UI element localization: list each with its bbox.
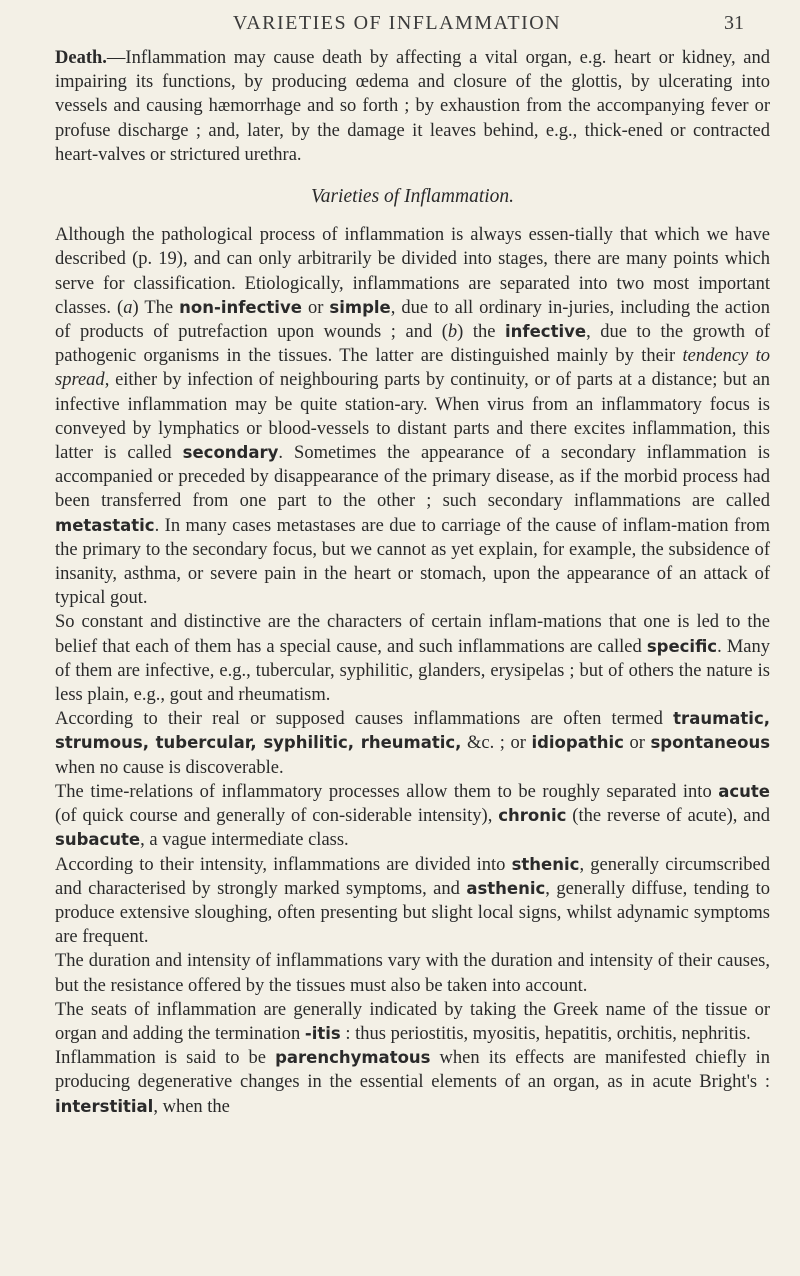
text-run: Inflammation is said to be (55, 1048, 276, 1069)
text-run: So constant and distinctive are the characters of certain inflam-mations that one is led to the belief that each of them has a special cause, and such inflammations are called (55, 612, 770, 657)
keyword-itis: -itis (304, 1023, 341, 1043)
keyword-sthenic: sthenic (511, 854, 580, 874)
keyword-cause-terms: traumatic, strumous, tubercular, syphilitic, rheumatic, (55, 709, 770, 753)
paragraph-duration: The duration and intensity of inflammations vary with the duration and intensity of their causes, but the resistance offered by the tissues must also be taken into account. (55, 951, 770, 996)
text-run: According to their real or supposed causes inflammations are often termed (55, 709, 674, 730)
text-run: , a vague intermediate class. (140, 830, 349, 851)
paragraph-death (55, 46, 770, 167)
keyword-simple: simple (329, 297, 391, 317)
text-run: , generally diffuse, tending to produce extensive sloughing, often presenting but slight local signs, whilst adynamic symptoms are frequent. (55, 878, 770, 948)
paragraph-classification (55, 223, 770, 610)
keyword-chronic: chronic (498, 806, 567, 826)
italic-letter: a (123, 297, 133, 318)
text-run: . In many cases metastases are due to carriage of the cause of inflam-mation from the primary to the secondary focus, but we cannot as yet explain, for example, the subsidence of insanity, asthma, or severe pain in the heart or stomach, upon the appearance of an attack of typical gout. (55, 515, 770, 609)
section-title: Varieties of Inflammation. (310, 186, 515, 208)
text-run: . Sometimes the appearance of a secondary inflammation is accompanied or preceded by disappearance of the primary disease, as if the morbid process had been transferred from one part to the other ; such secondary inflammations are called (55, 443, 770, 512)
paragraph-time-relations (55, 780, 770, 853)
text-run: or (623, 733, 651, 754)
keyword-parenchymatous: parenchymatous (275, 1048, 431, 1068)
keyword-spontaneous: spontaneous (650, 733, 771, 753)
text-run: ) the (457, 322, 506, 343)
text-run: , due to the growth of pathogenic organisms in the tissues. The latter are distinguished mainly by their (55, 322, 770, 367)
paragraph-causes (55, 707, 770, 780)
paragraph-specific (55, 610, 770, 707)
keyword-asthenic: asthenic (466, 878, 546, 898)
text-run: The seats of inflammation are generally indicated by taking the Greek name of the tissue or organ and adding the termination (55, 999, 770, 1044)
italic-phrase: tendency to spread (55, 346, 770, 391)
run-in-heading-death: Death. (55, 48, 107, 68)
text-run: , generally circumscribed and characterised by strongly marked symptoms, and (55, 854, 771, 899)
text-run: , either by infection of neighbouring parts by continuity, or of parts at a distance; but an infective inflammation may be quite station-ary. When virus from an inflammatory focus is conveyed by lymphatics or blood-vessels to distant parts and there excites inflammation, this latter is called (55, 370, 770, 464)
keyword-infective: infective (505, 322, 587, 342)
text-run: (of quick course and generally of con-siderable intensity), (55, 806, 499, 827)
page-number: 31 (724, 12, 744, 34)
running-head-title: VARIETIES OF INFLAMMATION (232, 12, 562, 34)
keyword-subacute: subacute (55, 830, 141, 850)
text-run: : thus periostitis, myositis, hepatitis, orchitis, nephritis. (340, 1023, 751, 1044)
paragraph-parenchymatous (55, 1046, 770, 1119)
text-run: , when the (153, 1096, 230, 1117)
body-text (55, 46, 770, 1119)
paragraph-text: —Inflammation may cause death by affecting a vital organ, e.g. heart or kidney, and impairing its functions, by producing œdema and closure of the glottis, by ulcerating into vessels and causing hæmorrhage and so forth ; by exhaustion from the accompanying fever or profuse discharge ; and, later, by the damage it leaves behind, e.g., thick-ened or contracted heart-valves or strictured urethra. (55, 48, 770, 165)
text-run: when its effects are manifested chiefly in producing degenerative changes in the essential elements of an organ, as in acute Bright's : (55, 1048, 771, 1093)
keyword-specific: specific (646, 636, 718, 656)
text-run: (the reverse of acute), and (566, 806, 770, 827)
keyword-idiopathic: idiopathic (531, 733, 624, 753)
text-run: , due to all ordinary in-juries, including the action of products of putrefaction upon wounds ; and ( (55, 297, 770, 343)
paragraph-intensity (55, 853, 770, 950)
keyword-acute: acute (718, 781, 770, 801)
keyword-non-infective: non-infective (179, 297, 302, 317)
text-run: ) The (132, 297, 180, 318)
text-run: &c. ; or (461, 733, 532, 754)
text-run: The time-relations of inflammatory processes allow them to be roughly separated into (55, 781, 719, 802)
text-run: or (301, 297, 330, 318)
running-head (50, 12, 744, 38)
paragraph-seats (55, 998, 770, 1046)
keyword-interstitial: interstitial (55, 1096, 154, 1116)
italic-letter: b (447, 322, 458, 343)
text-run: when no cause is discoverable. (55, 757, 284, 778)
text-run: . Many of them are infective, e.g., tubercular, syphilitic, glanders, erysipelas ; but of others the nature is less plain, e.g., gout and rheumatism. (55, 636, 770, 706)
keyword-secondary: secondary (182, 443, 279, 463)
text-run: Although the pathological process of inflammation is always essen-tially that which we have described (p. 19), and can only arbitrarily be divided into stages, there are many points which serve for classification. Etiologically, inflammations are separated into two most important classes. ( (55, 225, 770, 318)
text-run: According to their intensity, inflammations are divided into (55, 854, 512, 875)
keyword-metastatic: metastatic (55, 515, 155, 535)
